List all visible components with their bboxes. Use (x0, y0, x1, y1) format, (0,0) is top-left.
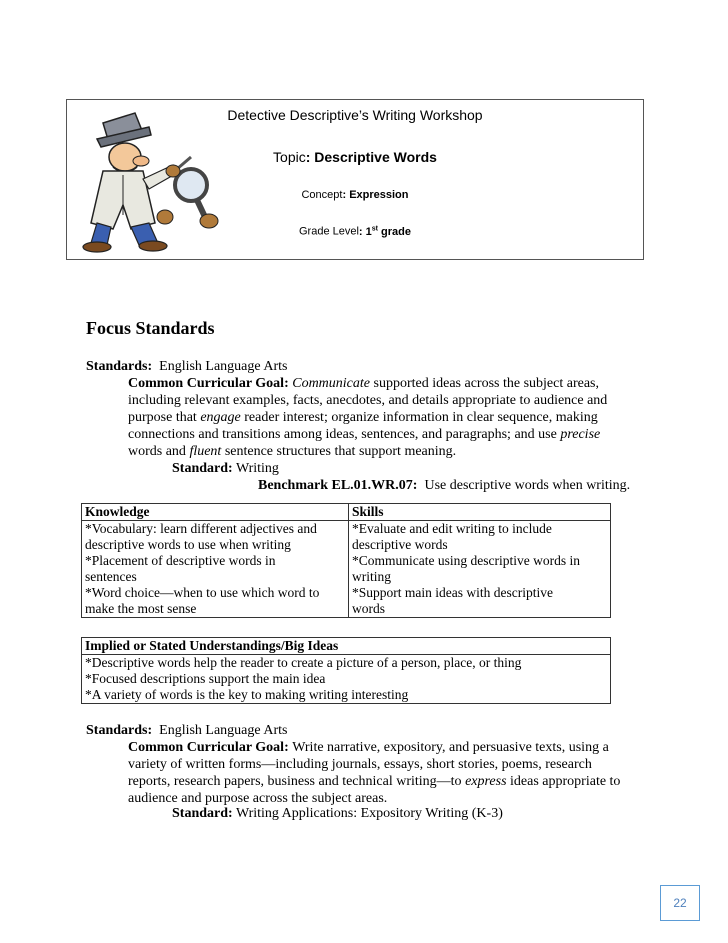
goal-text: Write narrative, expository, and persuasive texts, using a (292, 740, 609, 755)
header-title: Detective Descriptive’s Writing Workshop (227, 107, 483, 123)
list-item: *Vocabulary: learn different adjectives and (85, 521, 317, 536)
goal-line (128, 739, 648, 756)
table-header-row (82, 638, 611, 655)
goal-label: Common Curricular Goal: (128, 740, 293, 755)
table-header-row (82, 504, 611, 521)
list-item: *Support main ideas with descriptive (352, 585, 553, 600)
s2-standard-label: Standard: (172, 806, 233, 821)
goal-text: variety of written forms—including journals, essays, short stories, poems, research (128, 757, 592, 772)
goal-text: including relevant examples, facts, anecdotes, and details appropriate to audience and (128, 393, 608, 408)
goal-line (128, 773, 648, 790)
list-item: make the most sense (85, 601, 197, 616)
knowledge-cell (82, 521, 349, 618)
table-row (82, 655, 611, 704)
s1-standard-label: Standard: (172, 461, 233, 476)
s1-benchmark-label: Benchmark EL.01.WR.07: (258, 478, 418, 493)
list-item: descriptive words (352, 537, 448, 552)
grade-value-sup: st (371, 225, 378, 232)
goal-line (128, 443, 628, 460)
goal-line (128, 375, 628, 392)
big-ideas-table (81, 637, 611, 704)
list-item: *Evaluate and edit writing to include (352, 521, 552, 536)
goal-text: audience and purpose across the subject areas. (128, 791, 388, 806)
topic-value: : Descriptive Words (305, 149, 437, 165)
header-box (66, 99, 644, 260)
s2-curricular-goal (128, 739, 648, 807)
emphasized-word: precise (560, 427, 601, 442)
skills-cell (349, 521, 611, 618)
concept-value: : Expression (342, 189, 409, 201)
s1-standard-line (172, 460, 279, 477)
goal-text: supported ideas across the subject areas, (370, 376, 599, 391)
concept-label: Concept (301, 189, 343, 201)
s2-standard-line (172, 805, 503, 822)
grade-value-suffix: grade (378, 225, 412, 238)
topic-line (67, 149, 643, 165)
goal-line (128, 426, 628, 443)
grade-line (67, 225, 643, 238)
list-item: sentences (85, 569, 137, 584)
s1-standards-value: English Language Arts (159, 359, 288, 374)
focus-standards-heading: Focus Standards (86, 318, 215, 338)
s2-standards-label: Standards: (86, 723, 153, 738)
list-item: words (352, 601, 385, 616)
goal-text: words and (128, 444, 190, 459)
s2-standards-value: English Language Arts (159, 723, 288, 738)
big-ideas-header: Implied or Stated Understandings/Big Ideas (82, 638, 611, 655)
concept-line (67, 189, 643, 201)
list-item: writing (352, 569, 391, 584)
list-item: descriptive words to use when writing (85, 537, 291, 552)
list-item: *A variety of words is the key to making writing interesting (85, 687, 409, 702)
goal-text: sentence structures that support meaning. (221, 444, 457, 459)
goal-text: purpose that (128, 410, 201, 425)
skills-header: Skills (349, 504, 611, 521)
goal-text: reports, research papers, business and technical writing—to (128, 774, 466, 789)
table-row (82, 521, 611, 618)
s1-standards-label: Standards: (86, 359, 153, 374)
grade-value-prefix: : 1 (358, 225, 372, 238)
goal-text: ideas appropriate to (506, 774, 621, 789)
goal-line (128, 409, 628, 426)
s1-standard-value: Writing (235, 461, 279, 476)
s2-standard-value: Writing Applications: Expository Writing (K-3) (235, 806, 503, 821)
emphasized-word: engage (200, 410, 241, 425)
goal-text: connections and transitions among ideas, sentences, and paragraphs; and use (128, 427, 561, 442)
s1-benchmark-value: Use descriptive words when writing. (424, 478, 631, 493)
knowledge-skills-table (81, 503, 611, 618)
list-item: *Descriptive words help the reader to create a picture of a person, place, or thing (85, 655, 522, 670)
big-ideas-cell (82, 655, 611, 704)
emphasized-word: Communicate (292, 376, 370, 391)
goal-text: reader interest; organize information in clear sequence, making (240, 410, 598, 425)
list-item: *Focused descriptions support the main idea (85, 671, 326, 686)
s1-standards-line (86, 358, 287, 375)
emphasized-word: express (465, 774, 507, 789)
list-item: *Placement of descriptive words in (85, 553, 276, 568)
knowledge-header: Knowledge (82, 504, 349, 521)
goal-line (128, 756, 648, 773)
emphasized-word: fluent (189, 444, 222, 459)
s2-standards-line (86, 722, 287, 739)
s1-benchmark-line (258, 477, 630, 494)
goal-label: Common Curricular Goal: (128, 376, 293, 391)
page-number: 22 (660, 885, 700, 921)
topic-label: Topic (273, 149, 306, 165)
grade-label: Grade Level (298, 225, 359, 238)
s1-curricular-goal (128, 375, 628, 460)
goal-line (128, 392, 628, 409)
list-item: *Word choice—when to use which word to (85, 585, 320, 600)
list-item: *Communicate using descriptive words in (352, 553, 580, 568)
